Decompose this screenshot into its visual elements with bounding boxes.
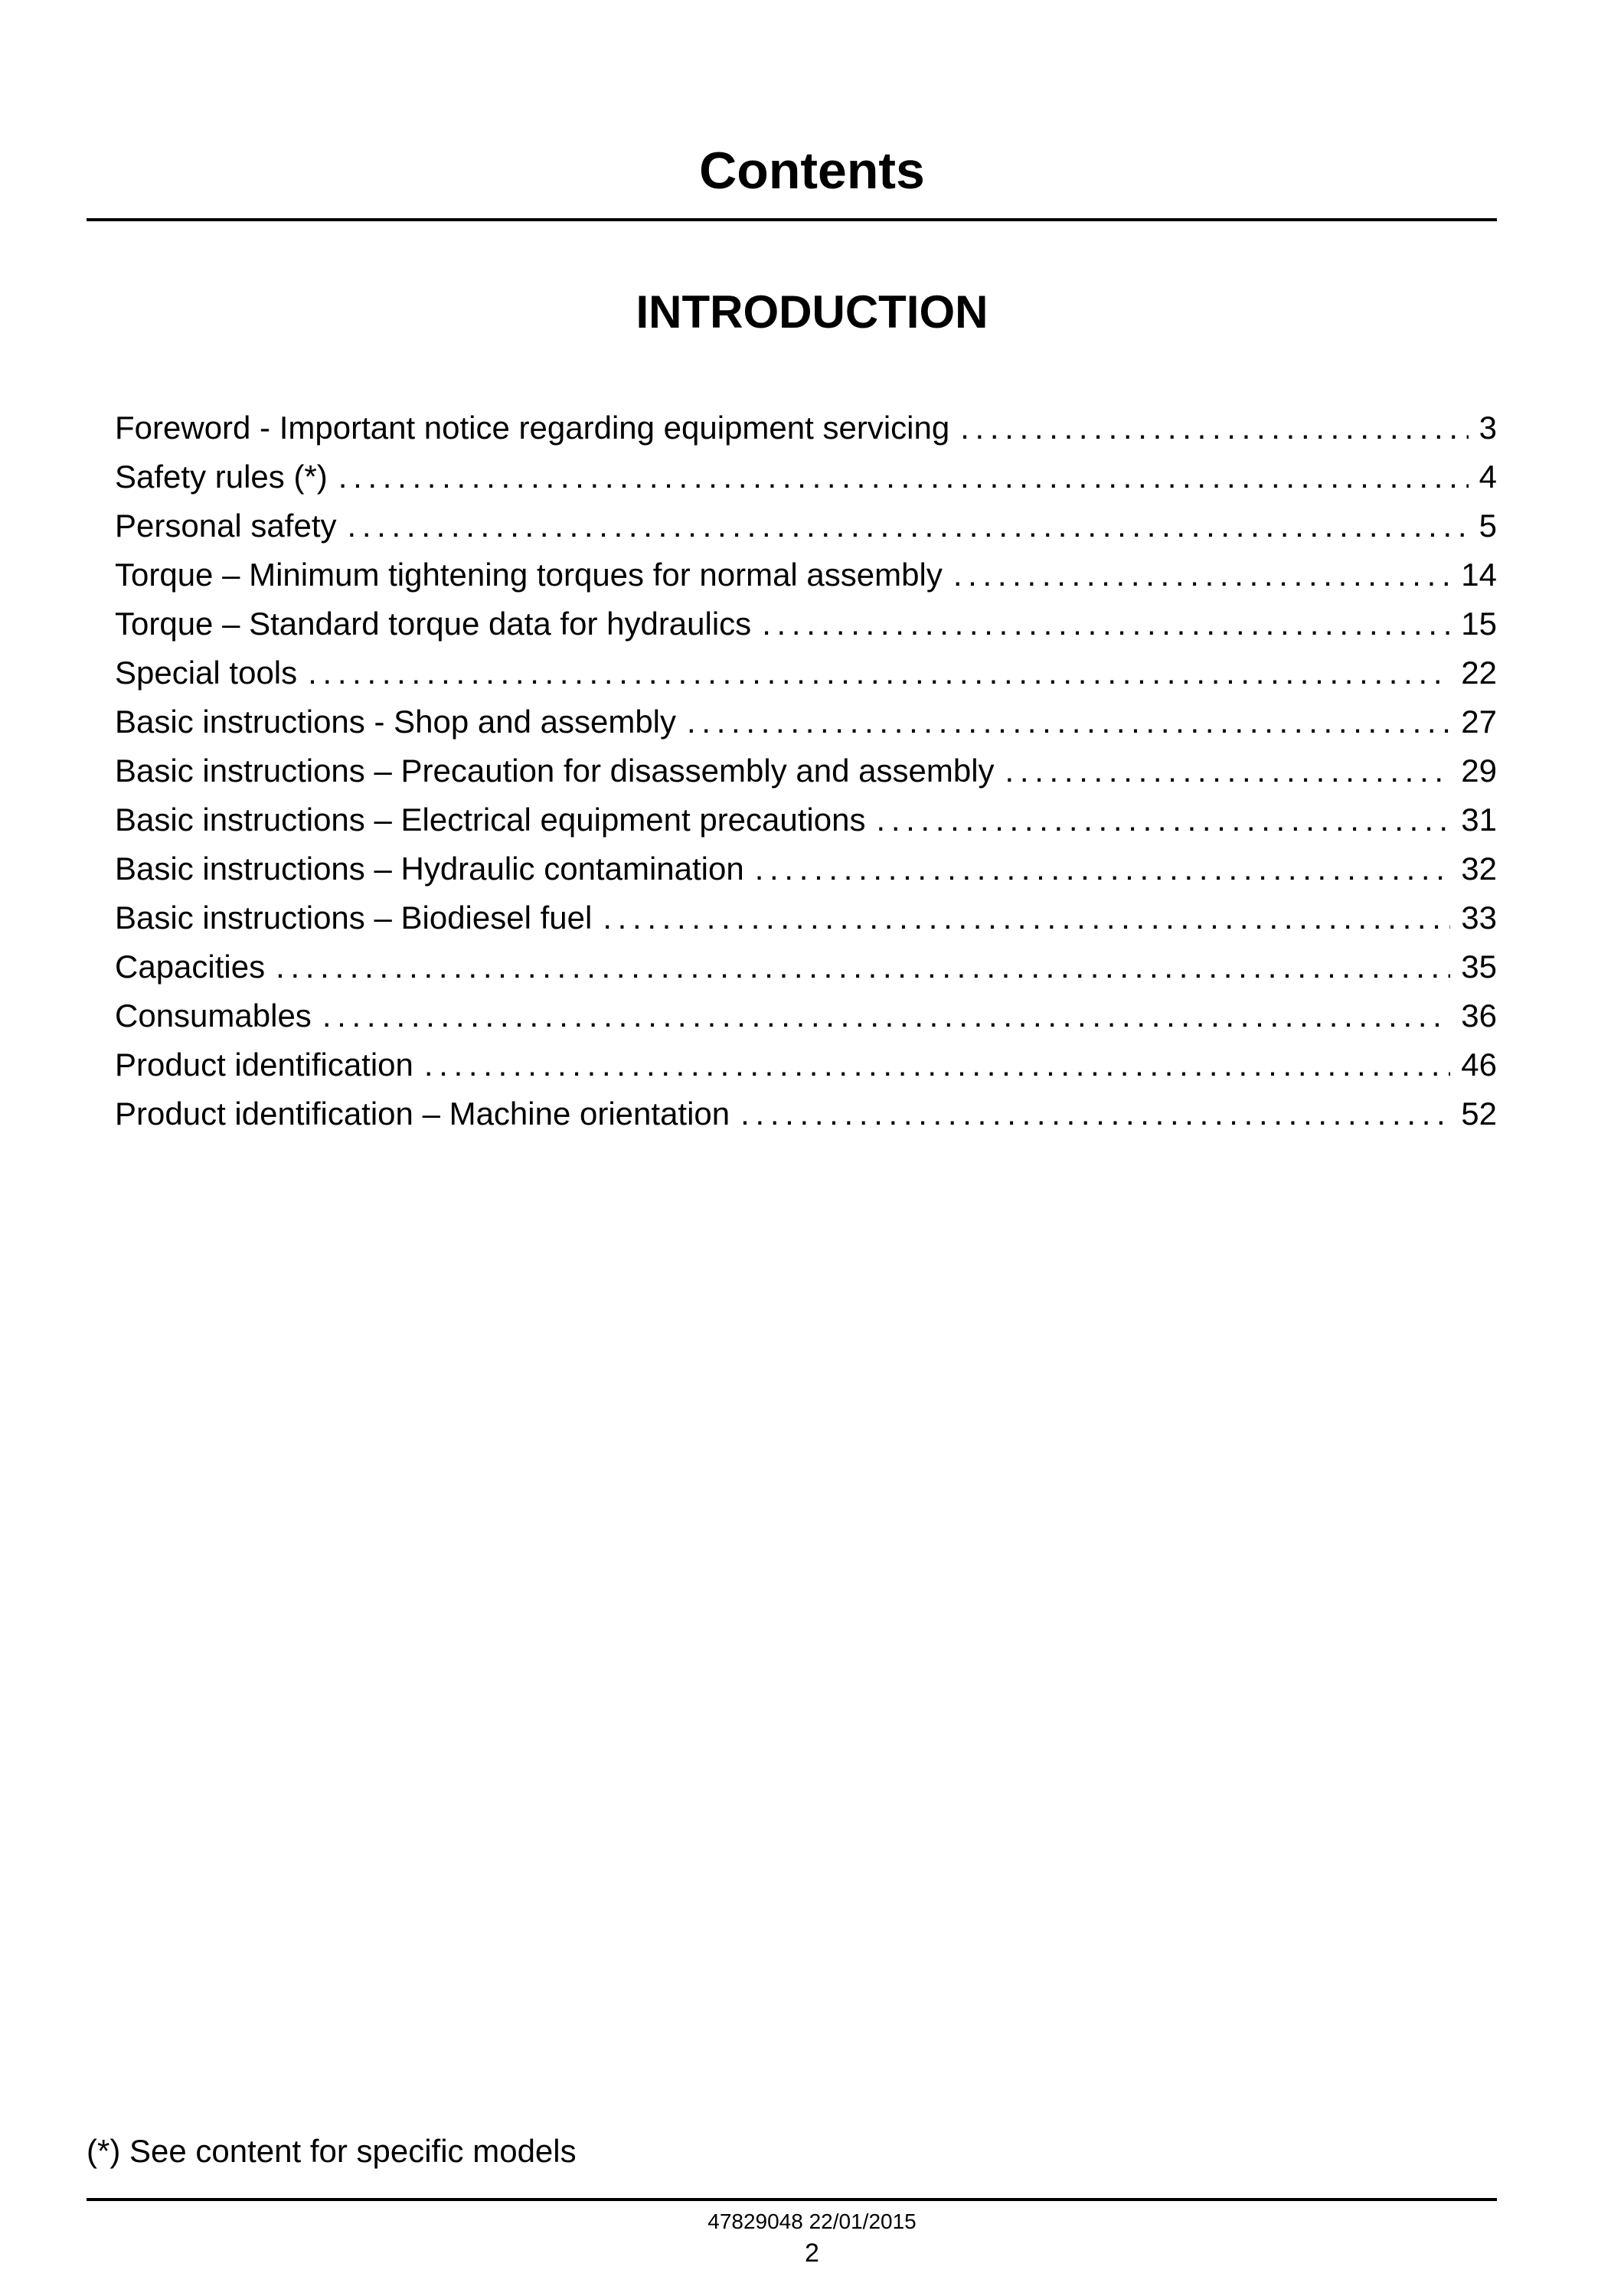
toc-entry-page: 3 (1479, 410, 1497, 446)
toc-entry-page: 5 (1479, 508, 1497, 544)
toc-entry-page: 36 (1461, 998, 1497, 1034)
toc-entry-label: Special tools (115, 655, 298, 691)
toc-dot-leader (953, 550, 1450, 599)
toc-entry-label: Safety rules (*) (115, 459, 328, 495)
toc-entry[interactable] (115, 403, 1497, 452)
toc-entry-page: 15 (1461, 606, 1497, 642)
toc-entry-page: 33 (1461, 900, 1497, 936)
toc-list (115, 403, 1497, 1138)
toc-dot-leader (960, 403, 1468, 452)
toc-entry-label: Basic instructions – Biodiesel fuel (115, 900, 593, 936)
toc-entry-label: Consumables (115, 998, 312, 1034)
toc-entry-label: Torque – Standard torque data for hydraulics (115, 606, 752, 642)
toc-dot-leader (322, 991, 1450, 1040)
toc-entry-label: Basic instructions – Precaution for disassembly and assembly (115, 753, 995, 789)
toc-entry[interactable] (115, 599, 1497, 648)
footnote: (*) See content for specific models (87, 2133, 577, 2169)
toc-dot-leader (348, 501, 1469, 550)
toc-entry-page: 46 (1461, 1047, 1497, 1083)
toc-dot-leader (276, 942, 1450, 991)
toc-entry-label: Basic instructions - Shop and assembly (115, 704, 677, 740)
toc-entry[interactable] (115, 1040, 1497, 1089)
toc-entry-label: Basic instructions – Hydraulic contamination (115, 851, 744, 887)
toc-entry[interactable] (115, 501, 1497, 550)
toc-entry[interactable] (115, 991, 1497, 1040)
section-title: INTRODUCTION (636, 286, 988, 338)
toc-entry[interactable] (115, 942, 1497, 991)
toc-entry[interactable] (115, 648, 1497, 697)
top-divider (87, 218, 1497, 221)
toc-entry[interactable] (115, 550, 1497, 599)
toc-entry-label: Foreword - Important notice regarding equipment servicing (115, 410, 950, 446)
toc-entry-page: 27 (1461, 704, 1497, 740)
toc-entry-label: Personal safety (115, 508, 337, 544)
toc-entry[interactable] (115, 746, 1497, 795)
toc-entry-page: 31 (1461, 802, 1497, 838)
toc-entry-page: 14 (1461, 557, 1497, 593)
toc-entry-page: 52 (1461, 1096, 1497, 1132)
toc-entry-page: 22 (1461, 655, 1497, 691)
toc-dot-leader (687, 697, 1450, 746)
toc-dot-leader (1005, 746, 1451, 795)
toc-entry-label: Torque – Minimum tightening torques for normal assembly (115, 557, 943, 593)
toc-entry-page: 32 (1461, 851, 1497, 887)
page-title: Contents (699, 142, 925, 200)
toc-entry[interactable] (115, 893, 1497, 942)
toc-entry[interactable] (115, 795, 1497, 844)
toc-entry-label: Basic instructions – Electrical equipment precautions (115, 802, 866, 838)
toc-dot-leader (740, 1089, 1450, 1138)
toc-entry-page: 29 (1461, 753, 1497, 789)
toc-dot-leader (762, 599, 1450, 648)
document-id: 47829048 22/01/2015 (707, 2209, 917, 2233)
toc-entry[interactable] (115, 452, 1497, 501)
toc-entry[interactable] (115, 1089, 1497, 1138)
toc-entry[interactable] (115, 697, 1497, 746)
toc-entry[interactable] (115, 844, 1497, 893)
toc-dot-leader (308, 648, 1450, 697)
toc-dot-leader (338, 452, 1469, 501)
toc-entry-page: 4 (1479, 459, 1497, 495)
toc-entry-label: Product identification (115, 1047, 413, 1083)
page-number: 2 (805, 2239, 819, 2268)
toc-dot-leader (424, 1040, 1450, 1089)
toc-dot-leader (755, 844, 1451, 893)
toc-entry-page: 35 (1461, 949, 1497, 985)
toc-dot-leader (876, 795, 1450, 844)
bottom-divider (87, 2198, 1497, 2201)
toc-entry-label: Capacities (115, 949, 266, 985)
toc-entry-label: Product identification – Machine orientation (115, 1096, 730, 1132)
toc-dot-leader (603, 893, 1450, 942)
